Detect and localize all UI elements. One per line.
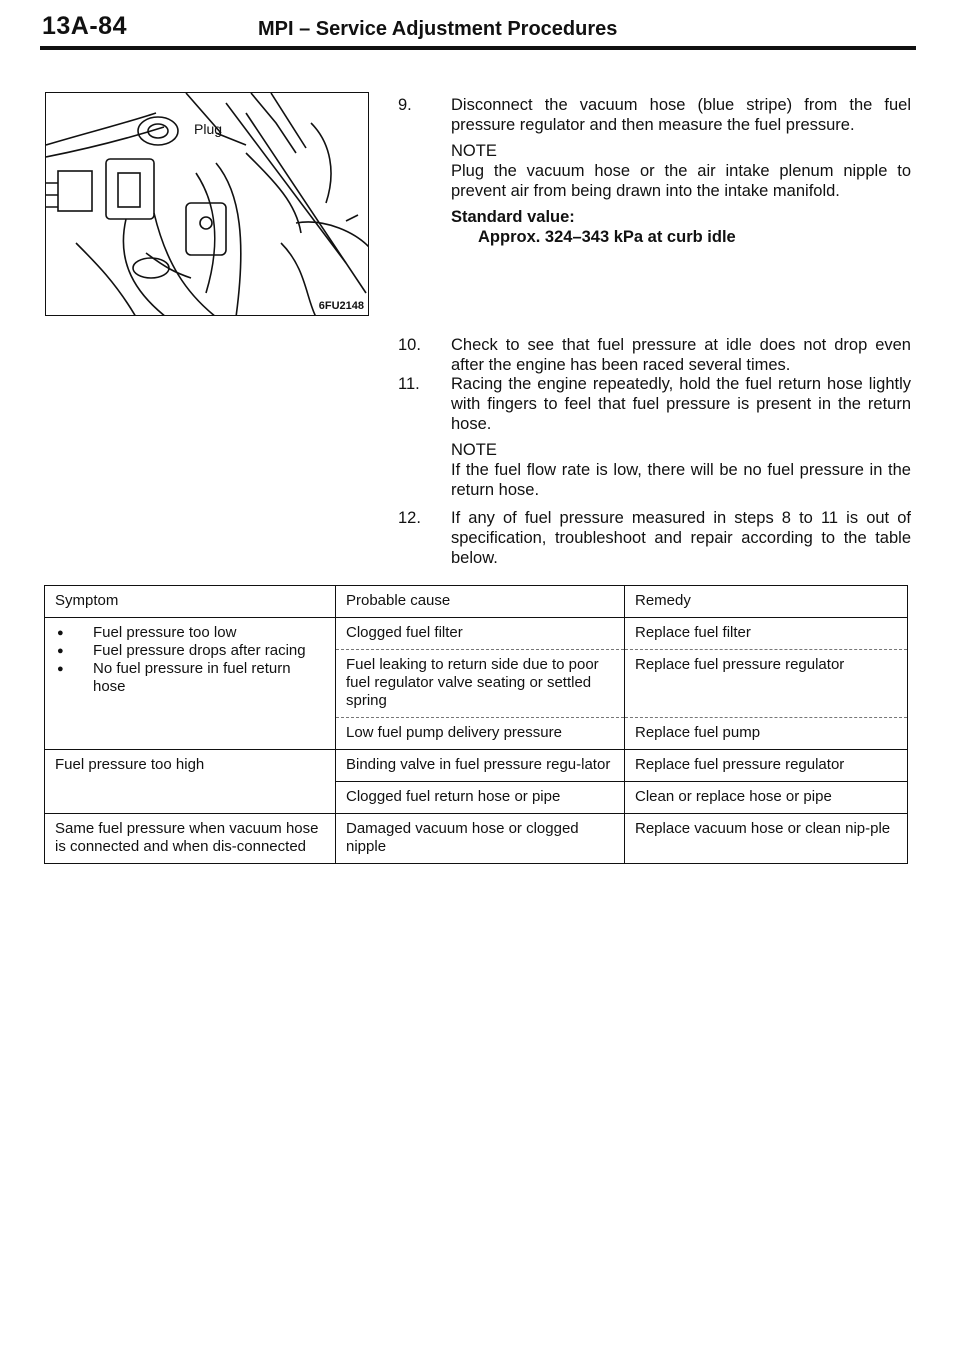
step-number: 11. bbox=[398, 375, 420, 393]
remedy-cell: Clean or replace hose or pipe bbox=[625, 782, 908, 814]
remedy-cell: Replace fuel pressure regulator bbox=[625, 650, 908, 718]
standard-value-label: Standard value: bbox=[451, 208, 575, 226]
cause-cell: Clogged fuel filter bbox=[336, 618, 625, 650]
symptom-cell: Fuel pressure too high bbox=[45, 750, 336, 814]
standard-value: Approx. 324–343 kPa at curb idle bbox=[478, 228, 736, 246]
step-10 bbox=[398, 335, 918, 375]
symptom-item: ● Fuel pressure drops after racing bbox=[55, 642, 325, 660]
step-text: Disconnect the vacuum hose (blue stripe) from the fuel pressure regulator and then measure the fuel pressure. bbox=[451, 96, 911, 134]
table-row bbox=[45, 750, 908, 782]
cause-cell: Low fuel pump delivery pressure bbox=[336, 718, 625, 750]
table-header-row bbox=[45, 586, 908, 618]
remedy-cell: Replace fuel pump bbox=[625, 718, 908, 750]
step-number: 12. bbox=[398, 509, 421, 527]
symptom-item: ● No fuel pressure in fuel return hose bbox=[55, 660, 325, 696]
cause-cell: Fuel leaking to return side due to poor fuel regulator valve seating or settled spring bbox=[336, 650, 625, 718]
note-label: NOTE bbox=[451, 142, 497, 160]
remedy-cell: Replace fuel pressure regulator bbox=[625, 750, 908, 782]
remedy-cell: Replace fuel filter bbox=[625, 618, 908, 650]
step-text: If any of fuel pressure measured in steps 8 to 11 is out of specification, troubleshoot and repair according to the table below. bbox=[451, 509, 911, 567]
table-row bbox=[45, 814, 908, 864]
fuel-pressure-regulator-illustration bbox=[45, 92, 369, 316]
section-title: MPI – Service Adjustment Procedures bbox=[258, 18, 618, 40]
note-label: NOTE bbox=[451, 441, 497, 459]
note-text: Plug the vacuum hose or the air intake plenum nipple to prevent air from being drawn into the intake manifold. bbox=[451, 162, 911, 200]
header-probable-cause: Probable cause bbox=[336, 586, 625, 618]
step-11 bbox=[398, 374, 918, 500]
symptom-cell bbox=[45, 618, 336, 750]
step-text: Racing the engine repeatedly, hold the fuel return hose lightly with fingers to feel that fuel pressure is present in the return hose. bbox=[451, 375, 911, 433]
header-rule bbox=[40, 46, 916, 50]
cause-cell: Damaged vacuum hose or clogged nipple bbox=[336, 814, 625, 864]
step-number: 9. bbox=[398, 96, 412, 114]
header-remedy: Remedy bbox=[635, 592, 691, 609]
step-text: Check to see that fuel pressure at idle does not drop even after the engine has been raced several times. bbox=[451, 336, 911, 374]
step-9 bbox=[398, 95, 918, 247]
step-12 bbox=[398, 508, 918, 568]
troubleshooting-table bbox=[44, 585, 908, 864]
cause-cell: Clogged fuel return hose or pipe bbox=[336, 782, 625, 814]
plug-callout: Plug bbox=[194, 121, 223, 137]
symptom-cell: Same fuel pressure when vacuum hose is connected and when dis-connected bbox=[45, 814, 336, 864]
page-number: 13A-84 bbox=[42, 12, 127, 40]
note-text: If the fuel flow rate is low, there will be no fuel pressure in the return hose. bbox=[451, 461, 911, 499]
header-symptom: Symptom bbox=[45, 586, 336, 618]
cause-cell: Binding valve in fuel pressure regu-lator bbox=[336, 750, 625, 782]
step-number: 10. bbox=[398, 336, 421, 354]
figure-code: 6FU2148 bbox=[318, 300, 364, 312]
table-row bbox=[45, 618, 908, 650]
symptom-item: ● Fuel pressure too low bbox=[55, 624, 325, 642]
remedy-cell: Replace vacuum hose or clean nip-ple bbox=[625, 814, 908, 864]
